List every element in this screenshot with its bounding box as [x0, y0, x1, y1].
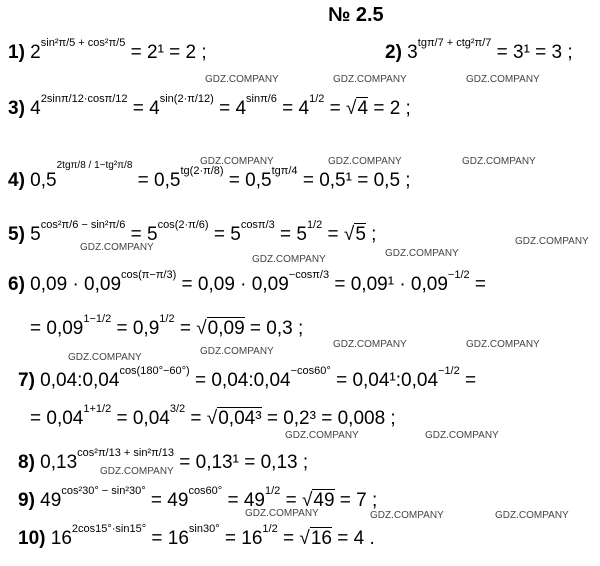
- item-number: 10): [18, 528, 46, 549]
- equation-3: 3) $4^{2sin\pi/12\cdot cos\pi/12} = 4^{sin(2\cdot\pi/12)} = 4^{sin\pi/6} = 4^{1/2} = √4 = 2$ ;: [8, 93, 411, 119]
- exponent: 2cos15°·sin15°: [71, 523, 147, 535]
- watermark: GDZ.COMPANY: [68, 352, 142, 363]
- exponent: sin²π/5 + cos²π/5: [40, 37, 126, 49]
- item-number: 9): [18, 490, 35, 511]
- equation-7: 7) $0,04:0,04^{cos(180^\circ-60^\circ)}$ = $0,04:0,04^{-cos60^\circ}$ = $0,04^1:0,04^{-1/2}$ =: [18, 365, 477, 391]
- watermark: GDZ.COMPANY: [205, 74, 279, 85]
- watermark: GDZ.COMPANY: [495, 510, 569, 521]
- equation-2: 2) $3^{tg\pi/7 + ctg^2\pi/7} = 3^1 = 3$ ;: [385, 37, 573, 63]
- item-number: 5): [8, 224, 25, 245]
- watermark: GDZ.COMPANY: [462, 156, 536, 167]
- watermark: GDZ.COMPANY: [80, 242, 154, 253]
- watermark: GDZ.COMPANY: [515, 236, 589, 247]
- exponent: 1+1/2: [83, 403, 112, 415]
- item-number: 7): [18, 370, 35, 391]
- watermark: GDZ.COMPANY: [100, 466, 174, 477]
- exponent: cos²π/6 − sin²π/6: [40, 219, 126, 231]
- equation-8: 8) $0,13^{cos^2\pi/13 + sin^2\pi/13} = 0,13^1 = 0,13$ ;: [18, 447, 309, 473]
- equation-7-continued: = $0,04^{1+1/2} = 0,04^{3/2} = √0,04^3 = 0,2^3 = 0,008$ ;: [30, 403, 396, 429]
- page-title: № 2.5: [328, 4, 384, 26]
- equation-6-continued: = $0,09^{1-1/2} = 0,9^{1/2} = √0,09 = 0,3$ ;: [30, 313, 304, 339]
- watermark: GDZ.COMPANY: [200, 156, 274, 167]
- watermark: GDZ.COMPANY: [466, 74, 540, 85]
- equation-5: 5) $5^{cos^2\pi/6 - sin^2\pi/6} = 5^{cos(2\cdot\pi/6)} = 5^{cos\pi/3} = 5^{1/2} = √5$ ;: [8, 219, 377, 245]
- exponent: cos(π−π/3): [121, 269, 177, 281]
- equation-10: 10) $16^{2cos15^\circ\cdot sin15^\circ} = 16^{sin30^\circ} = 16^{1/2} = √16 = 4$ .: [18, 523, 375, 549]
- exponent: tgπ/7 + ctg²π/7: [417, 37, 492, 49]
- watermark: GDZ.COMPANY: [285, 430, 359, 441]
- exponent: cos²π/13 + sin²π/13: [77, 447, 174, 459]
- watermark: GDZ.COMPANY: [370, 510, 444, 521]
- watermark: GDZ.COMPANY: [466, 339, 540, 350]
- equation-1: 1) $2^{sin^2\pi/5 + cos^2\pi/5} = 2^1 = 2$ ;: [8, 37, 207, 63]
- watermark: GDZ.COMPANY: [200, 346, 274, 357]
- equation-9: 9) $49^{cos^230^\circ - sin^230^\circ} = 49^{cos60^\circ} = 49^{1/2} = √49 = 7$ ;: [18, 485, 378, 511]
- item-number: 8): [18, 452, 35, 473]
- exponent: 2tgπ/8 / 1−tg²π/8: [56, 160, 133, 171]
- exponent: 1−1/2: [83, 313, 112, 325]
- item-number: 6): [8, 274, 25, 295]
- equation-4: 4) $0,5^{2tg\pi/8 / 1-tg^2\pi/8} = 0,5^{tg(2\cdot\pi/8)} = 0,5^{tg\pi/4} = 0,5^1 = 0,5$ ;: [8, 160, 411, 191]
- watermark: GDZ.COMPANY: [252, 254, 326, 265]
- watermark: GDZ.COMPANY: [385, 248, 459, 259]
- watermark: GDZ.COMPANY: [333, 339, 407, 350]
- watermark: GDZ.COMPANY: [333, 74, 407, 85]
- exponent: 2sinπ/12·cosπ/12: [40, 93, 128, 105]
- exponent: cos²30° − sin²30°: [61, 485, 146, 497]
- item-number: 1): [8, 42, 25, 63]
- watermark: GDZ.COMPANY: [328, 156, 402, 167]
- exponent: cos(180°−60°): [119, 365, 190, 377]
- watermark: GDZ.COMPANY: [425, 430, 499, 441]
- item-number: 3): [8, 98, 25, 119]
- item-number: 2): [385, 42, 402, 63]
- equation-6: 6) $0,09 \cdot 0,09^{cos(\pi-\pi/3)} = 0,09 \cdot 0,09^{-cos\pi/3} = 0,09^1 \cdot 0,09^{-1/2}$ =: [8, 269, 486, 295]
- item-number: 4): [8, 170, 25, 191]
- watermark: GDZ.COMPANY: [245, 508, 319, 519]
